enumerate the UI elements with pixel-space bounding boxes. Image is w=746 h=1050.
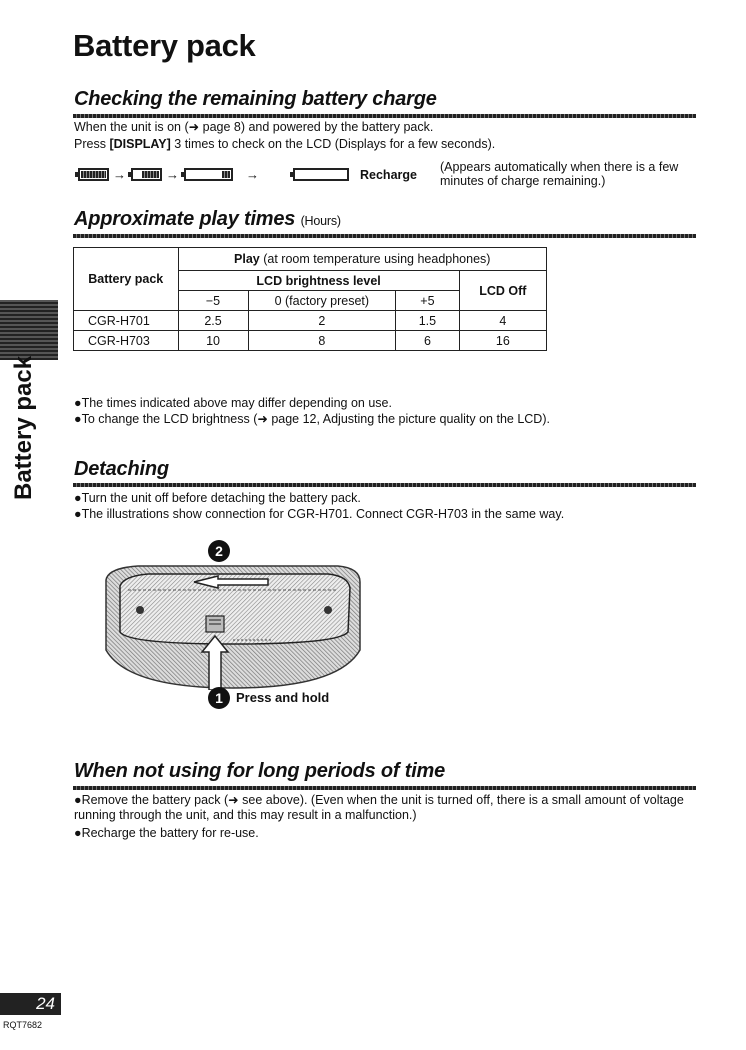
page-ref-arrow-icon: ➜	[228, 793, 239, 807]
table-cell: 2.5	[178, 311, 248, 331]
heading-play-times: Approximate play times (Hours)	[74, 208, 341, 230]
heading-not-using: When not using for long periods of time	[74, 760, 446, 782]
page-number: 24	[0, 993, 61, 1015]
side-section-label: Battery pack	[10, 355, 37, 500]
bullet-icon: ●	[74, 793, 82, 807]
document-code: RQT7682	[3, 1020, 43, 1030]
bullet-icon: ●	[74, 396, 82, 410]
step-1-badge: 1	[208, 687, 230, 709]
sequence-arrow-icon: →	[113, 167, 126, 182]
header-lcd-off: LCD Off	[459, 271, 546, 311]
heading-detaching: Detaching	[74, 458, 169, 480]
table-cell: 8	[248, 331, 396, 351]
battery-full-icon	[78, 168, 109, 181]
detach-bullet-2: ●The illustrations show connection for CGR-H701. Connect CGR-H703 in the same way.	[74, 507, 565, 521]
page-ref-arrow-icon: ➜	[257, 412, 268, 426]
section-divider	[73, 786, 696, 790]
level-plus5: +5	[396, 291, 460, 311]
play-times-note-2: ●To change the LCD brightness (➜ page 12, Adjusting the picture quality on the LCD).	[74, 412, 550, 426]
battery-two-thirds-icon	[131, 168, 162, 181]
table-cell: 1.5	[396, 311, 460, 331]
battery-one-third-icon	[184, 168, 233, 181]
bullet-icon: ●	[74, 507, 82, 521]
table-row	[74, 331, 547, 351]
battery-empty-blinking-icon	[293, 168, 349, 181]
page-title: Battery pack	[73, 28, 256, 63]
bullet-icon: ●	[74, 826, 82, 840]
header-play-conditions: Play (at room temperature using headphones)	[178, 248, 547, 271]
level-factory-preset: 0 (factory preset)	[248, 291, 396, 311]
battery-model: CGR-H703	[74, 331, 179, 351]
table-cell: 6	[396, 331, 460, 351]
bullet-icon: ●	[74, 491, 82, 505]
section-divider	[73, 234, 696, 238]
battery-model: CGR-H701	[74, 311, 179, 331]
page-ref-arrow-icon: ➜	[188, 120, 200, 134]
header-battery-pack: Battery pack	[74, 248, 179, 311]
heading-checking-charge: Checking the remaining battery charge	[74, 88, 437, 110]
battery-detach-illustration	[98, 560, 368, 690]
check-line-2: Press [DISPLAY] 3 times to check on the LCD (Displays for a few seconds).	[74, 137, 496, 151]
section-divider	[73, 483, 696, 487]
table-row	[74, 311, 547, 331]
table-cell: 4	[459, 311, 546, 331]
sequence-arrow-icon: →	[166, 167, 179, 182]
table-cell: 10	[178, 331, 248, 351]
recharge-label: Recharge	[360, 168, 417, 182]
not-using-bullet-1: ●Remove the battery pack (➜ see above). (Even when the unit is turned off, there is a small amount of voltage running through the unit, and this may result in a malfunction.)	[74, 793, 684, 822]
play-times-table	[73, 247, 547, 351]
not-using-bullet-2: ●Recharge the battery for re-use.	[74, 826, 259, 840]
section-tab-marker	[0, 300, 58, 360]
sequence-arrow-icon: →	[246, 167, 259, 182]
check-line-1: When the unit is on (➜ page 8) and powered by the battery pack.	[74, 120, 434, 134]
table-cell: 2	[248, 311, 396, 331]
play-times-note-1: ●The times indicated above may differ depending on use.	[74, 396, 392, 410]
bullet-icon: ●	[74, 412, 82, 426]
recharge-note: (Appears automatically when there is a few minutes of charge remaining.)	[440, 160, 679, 188]
display-key-label: [DISPLAY]	[109, 137, 171, 151]
table-cell: 16	[459, 331, 546, 351]
section-divider	[73, 114, 696, 118]
step-2-badge: 2	[208, 540, 230, 562]
level-minus5: −5	[178, 291, 248, 311]
detach-bullet-1: ●Turn the unit off before detaching the battery pack.	[74, 491, 361, 505]
header-lcd-brightness: LCD brightness level	[178, 271, 459, 291]
play-times-unit: (Hours)	[300, 214, 341, 228]
press-and-hold-label: Press and hold	[236, 690, 330, 705]
